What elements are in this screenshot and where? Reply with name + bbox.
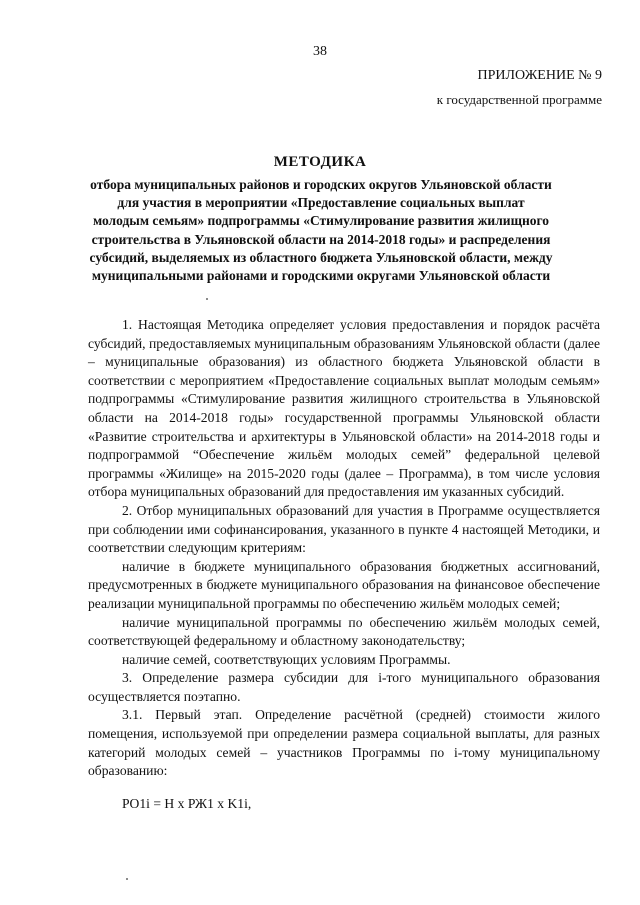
document-heading: МЕТОДИКА — [273, 154, 367, 170]
appendix-title: ПРИЛОЖЕНИЕ № 9 — [477, 68, 602, 83]
criterion-2: наличие муниципальной программы по обеспечению жильём молодых семей, соответствующей федеральному и областному законодательству; — [88, 614, 600, 649]
scan-speck — [206, 298, 208, 300]
paragraph-3: 3. Определение размера субсидии для i-того муниципального образования осуществляется поэтапно. — [88, 670, 600, 704]
scan-speck — [126, 878, 128, 880]
page-number: 38 — [313, 44, 327, 59]
paragraph-1: 1. Настоящая Методика определяет условия предоставления и порядок расчёта субсидий, предоставляемых муниципальным образованиям Ульяновской области (далее – муниципальные образования) из областного бюджета Ульяновской области в соответствии с мероприятием «Предоставление социальных выплат молодым семьям» подпрограммы «Стимулирование развития жилищного строительства в Ульяновской области на 2014-2018 годы» государственной программы Ульяновской области «Развитие строительства и архитектуры в Ульяновской области» на 2014-2018 годы и подпрограммой “Обеспечение жильём молодых семей” федеральной целевой программы «Жилище» на 2015-2020 годы (далее – Программа), в том числе условия отбора муниципальных образований для предоставления им указанных субсидий. — [88, 317, 600, 500]
paragraph-2: 2. Отбор муниципальных образований для участия в Программе осуществляется при соблюдении ими софинансирования, указанного в пункте 4 настоящей Методики, и соответствии следующим критериям: — [88, 502, 600, 556]
appendix-subtitle: к государственной программе — [436, 92, 602, 107]
document-subheading: отбора муниципальных районов и городских округов Ульяновской области для участия в мероприятии «Предоставление социальных выплат молодым семьям» подпрограммы «Стимулирование развития жилищного строительства в Ульяновской области на 2014-2018 годы» и распределения субсидий, выделяемых из областного бюджета Ульяновской области, между муниципальными районами и городскими округами Ульяновской области — [89, 177, 553, 284]
document-body — [88, 316, 600, 813]
formula: PO1i = H x РЖ1 x K1i, — [122, 795, 252, 811]
paragraph-3-1: 3.1. Первый этап. Определение расчётной (средней) стоимости жилого помещения, используемой при определении размера социальной выплаты, для разных категорий молодых семей – участников Программы по i-тому муниципальному образованию: — [88, 707, 600, 779]
criterion-3: наличие семей, соответствующих условиям Программы. — [122, 651, 451, 667]
criterion-1: наличие в бюджете муниципального образования бюджетных ассигнований, предусмотренных в бюджете муниципального образования на финансовое обеспечение реализации муниципальной программы по обеспечению жильём молодых семей; — [88, 558, 600, 611]
